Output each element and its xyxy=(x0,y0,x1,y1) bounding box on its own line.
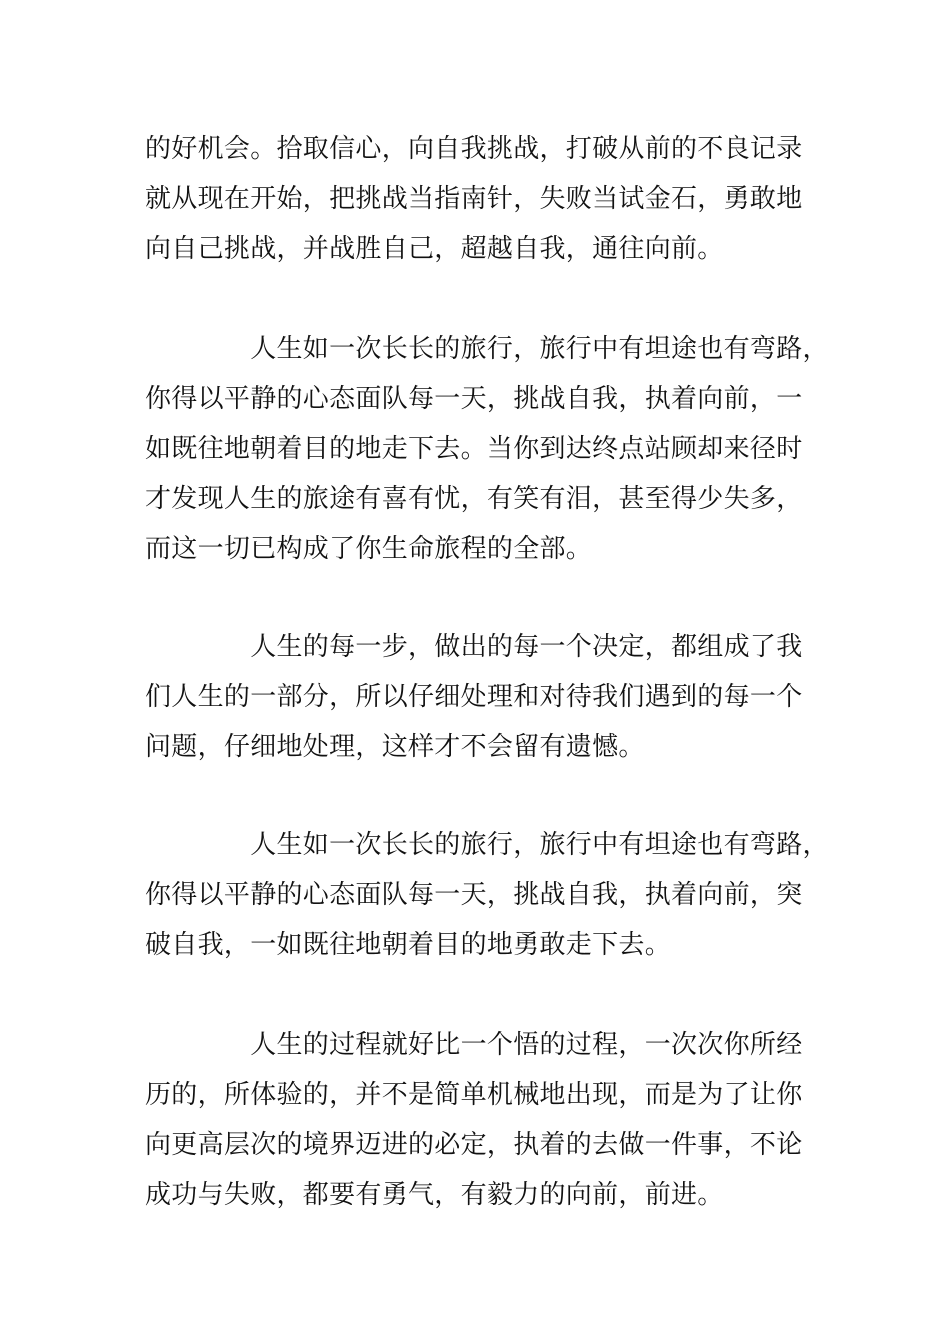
paragraph-3 xyxy=(145,622,815,772)
text-line: 就从现在开始，把挑战当指南针，失败当试金石，勇敢地 xyxy=(145,184,803,214)
text-line: 你得以平静的心态面队每一天，挑战自我，执着向前，一 xyxy=(145,384,803,414)
text-line: 的好机会。拾取信心，向自我挑战，打破从前的不良记录 xyxy=(145,134,803,164)
text-line: 问题，仔细地处理，这样才不会留有遗憾。 xyxy=(145,732,645,762)
paragraph-2 xyxy=(145,324,829,574)
text-line: 人生如一次长长的旅行，旅行中有坦途也有弯路， xyxy=(145,334,829,364)
text-line: 如既往地朝着目的地走下去。当你到达终点站顾却来径时 xyxy=(145,434,803,464)
paragraph-1 xyxy=(145,124,815,274)
text-line: 破自我，一如既往地朝着目的地勇敢走下去。 xyxy=(145,930,672,960)
paragraph-4 xyxy=(145,820,829,970)
text-line: 向自己挑战，并战胜自己，超越自我，通往向前。 xyxy=(145,234,724,264)
text-line: 们人生的一部分，所以仔细处理和对待我们遇到的每一个 xyxy=(145,682,803,712)
text-line: 才发现人生的旅途有喜有忧，有笑有泪，甚至得少失多， xyxy=(145,484,803,514)
text-line: 人生的过程就好比一个悟的过程，一次次你所经 xyxy=(145,1030,803,1060)
text-line: 人生的每一步，做出的每一个决定，都组成了我 xyxy=(145,632,803,662)
text-line: 而这一切已构成了你生命旅程的全部。 xyxy=(145,534,593,564)
text-line: 人生如一次长长的旅行，旅行中有坦途也有弯路， xyxy=(145,830,829,860)
text-line: 历的，所体验的，并不是简单机械地出现，而是为了让你 xyxy=(145,1080,803,1110)
paragraph-5 xyxy=(145,1020,815,1220)
text-line: 你得以平静的心态面队每一天，挑战自我，执着向前，突 xyxy=(145,880,803,910)
text-line: 成功与失败，都要有勇气，有毅力的向前，前进。 xyxy=(145,1180,724,1210)
text-line: 向更高层次的境界迈进的必定，执着的去做一件事，不论 xyxy=(145,1130,803,1160)
